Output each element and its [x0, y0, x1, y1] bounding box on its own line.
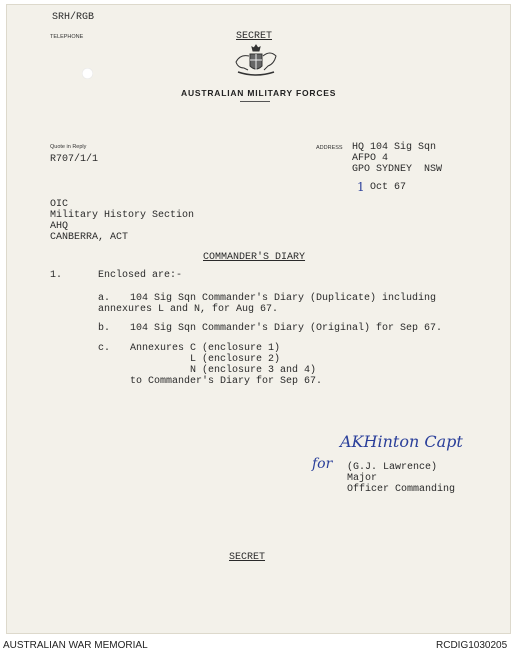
- item-c-line-4: to Commander's Diary for Sep 67.: [130, 376, 323, 387]
- address-line-2: AFPO 4: [352, 153, 389, 164]
- signatory-rank: Major: [347, 473, 378, 484]
- paragraph-number: 1.: [50, 270, 63, 281]
- recipient-line-3: AHQ: [50, 221, 69, 232]
- handwritten-signature: AKHinton Capt: [340, 432, 463, 451]
- recipient-line-2: Military History Section: [50, 210, 195, 221]
- address-line-3: GPO SYDNEY NSW: [352, 164, 443, 175]
- item-a-line-2: annexures L and N, for Aug 67.: [98, 304, 279, 315]
- subject-heading: COMMANDER'S DIARY: [203, 252, 306, 263]
- reference-initials: SRH/RGB: [52, 12, 95, 23]
- item-b-letter: b.: [98, 323, 111, 334]
- item-c-letter: c.: [98, 343, 111, 354]
- address-line-1: HQ 104 Sig Sqn: [352, 142, 437, 153]
- item-c-line-3: N (enclosure 3 and 4): [130, 365, 317, 376]
- telephone-label: TELEPHONE: [50, 34, 84, 40]
- divider: [240, 101, 270, 102]
- classification-bottom: SECRET: [229, 552, 266, 563]
- signatory-name: (G.J. Lawrence): [347, 462, 438, 473]
- organisation-name: AUSTRALIAN MILITARY FORCES: [181, 88, 337, 98]
- footer-source: AUSTRALIAN WAR MEMORIAL: [3, 640, 148, 651]
- signature-for: for: [312, 456, 333, 472]
- document-page: [6, 4, 511, 634]
- item-c-line-2: L (enclosure 2): [130, 354, 281, 365]
- quote-reference: R707/1/1: [50, 154, 99, 165]
- item-a-line-1: 104 Sig Sqn Commander's Diary (Duplicate) including: [130, 293, 437, 304]
- paragraph-intro: Enclosed are:-: [98, 270, 183, 281]
- item-b-text: 104 Sig Sqn Commander's Diary (Original) for Sep 67.: [130, 323, 443, 334]
- classification-top: SECRET: [236, 31, 273, 42]
- address-label: ADDRESS: [316, 145, 343, 151]
- punch-hole: [82, 68, 93, 79]
- item-c-line-1: Annexures C (enclosure 1): [130, 343, 281, 354]
- recipient-line-4: CANBERRA, ACT: [50, 232, 129, 243]
- coat-of-arms-emblem: [232, 44, 280, 80]
- quote-in-reply-label: Quote in Reply: [50, 144, 87, 150]
- item-a-letter: a.: [98, 293, 111, 304]
- footer-record-id: RCDIG1030205: [436, 640, 508, 651]
- recipient-line-1: OIC: [50, 199, 69, 210]
- date-day: 1: [357, 180, 365, 194]
- signatory-title: Officer Commanding: [347, 484, 456, 495]
- date-month-year: Oct 67: [370, 182, 407, 193]
